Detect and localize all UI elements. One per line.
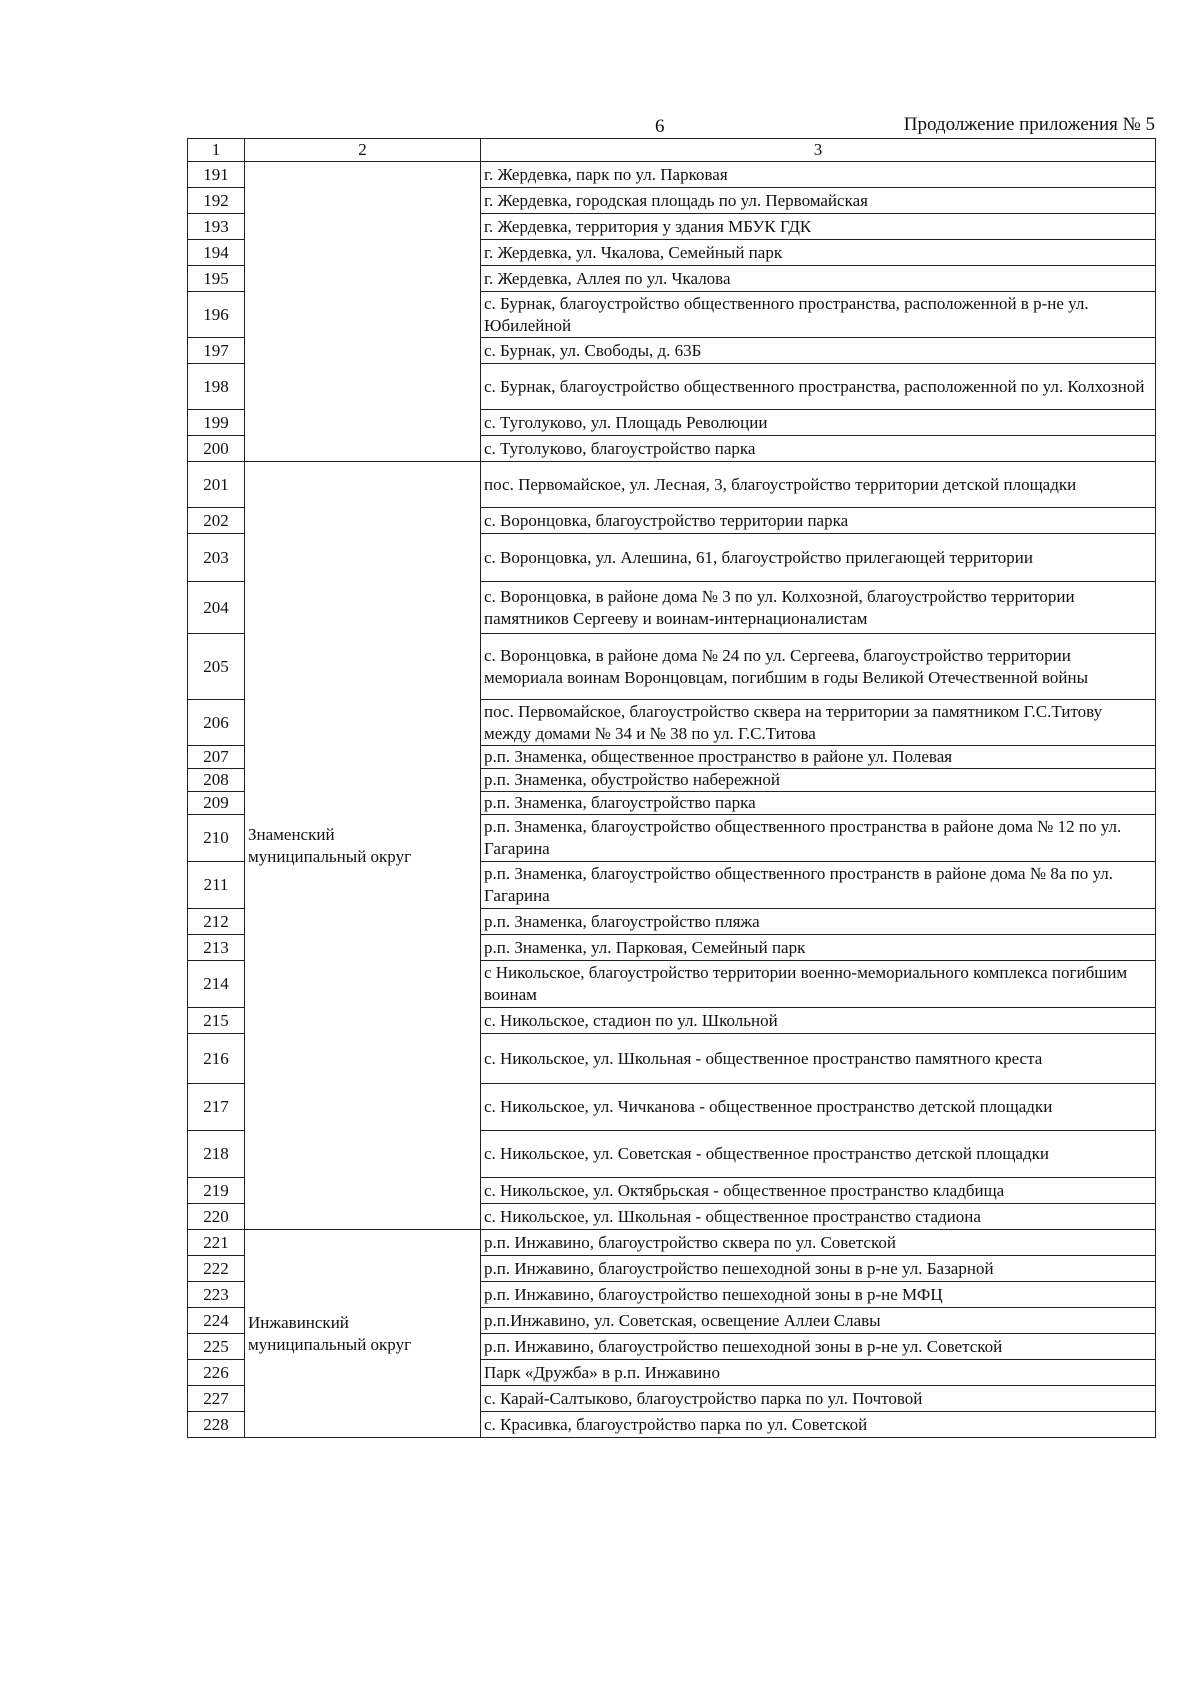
object-description: с. Воронцовка, благоустройство территории парка: [481, 508, 1156, 534]
object-description: пос. Первомайское, благоустройство сквера на территории за памятником Г.С.Титову между домами № 34 и № 38 по ул. Г.С.Титова: [481, 700, 1156, 746]
column-header-1: 1: [188, 139, 245, 162]
row-number: 203: [188, 534, 245, 582]
object-description: р.п. Знаменка, обустройство набережной: [481, 769, 1156, 792]
row-number: 193: [188, 214, 245, 240]
district-name: Инжавинский: [248, 1312, 349, 1332]
row-number: 202: [188, 508, 245, 534]
object-description: с. Воронцовка, ул. Алешина, 61, благоустройство прилегающей территории: [481, 534, 1156, 582]
object-description: г. Жердевка, городская площадь по ул. Первомайская: [481, 188, 1156, 214]
row-number: 191: [188, 162, 245, 188]
column-header-3: 3: [481, 139, 1156, 162]
object-description: с Никольское, благоустройство территории военно-мемориального комплекса погибшим воинам: [481, 961, 1156, 1008]
object-description: пос. Первомайское, ул. Лесная, 3, благоустройство территории детской площадки: [481, 462, 1156, 508]
table-header-row: [188, 139, 1156, 162]
row-number: 197: [188, 338, 245, 364]
object-description: с. Никольское, ул. Чичканова - общественное пространство детской площадки: [481, 1084, 1156, 1131]
object-description: р.п. Знаменка, общественное пространство в районе ул. Полевая: [481, 746, 1156, 769]
row-number: 211: [188, 862, 245, 909]
object-description: г. Жердевка, парк по ул. Парковая: [481, 162, 1156, 188]
row-number: 225: [188, 1334, 245, 1360]
district-cell: [245, 462, 481, 1230]
row-number: 212: [188, 909, 245, 935]
object-description: с. Бурнак, благоустройство общественного пространства, расположенной по ул. Колхозной: [481, 364, 1156, 410]
object-description: с. Бурнак, благоустройство общественного пространства, расположенной в р-не ул. Юбилейной: [481, 292, 1156, 338]
row-number: 205: [188, 634, 245, 700]
row-number: 223: [188, 1282, 245, 1308]
row-number: 224: [188, 1308, 245, 1334]
row-number: 192: [188, 188, 245, 214]
object-description: с. Никольское, ул. Школьная - общественное пространство памятного креста: [481, 1034, 1156, 1084]
object-description: Парк «Дружба» в р.п. Инжавино: [481, 1360, 1156, 1386]
row-number: 222: [188, 1256, 245, 1282]
object-description: р.п. Знаменка, благоустройство пляжа: [481, 909, 1156, 935]
object-description: р.п. Инжавино, благоустройство сквера по ул. Советской: [481, 1230, 1156, 1256]
row-number: 194: [188, 240, 245, 266]
object-description: г. Жердевка, территория у здания МБУК ГДК: [481, 214, 1156, 240]
row-number: 210: [188, 815, 245, 862]
row-number: 219: [188, 1178, 245, 1204]
row-number: 207: [188, 746, 245, 769]
object-description: с. Туголуково, благоустройство парка: [481, 436, 1156, 462]
page-number: 6: [655, 116, 665, 137]
row-number: 220: [188, 1204, 245, 1230]
row-number: 195: [188, 266, 245, 292]
object-description: р.п. Знаменка, ул. Парковая, Семейный парк: [481, 935, 1156, 961]
district-cell: [245, 1230, 481, 1438]
object-description: с. Карай-Салтыково, благоустройство парка по ул. Почтовой: [481, 1386, 1156, 1412]
object-description: с. Красивка, благоустройство парка по ул. Советской: [481, 1412, 1156, 1438]
object-description: г. Жердевка, Аллея по ул. Чкалова: [481, 266, 1156, 292]
row-number: 226: [188, 1360, 245, 1386]
row-number: 217: [188, 1084, 245, 1131]
object-description: р.п.Инжавино, ул. Советская, освещение Аллеи Славы: [481, 1308, 1156, 1334]
object-description: с. Никольское, ул. Школьная - общественное пространство стадиона: [481, 1204, 1156, 1230]
row-number: 204: [188, 582, 245, 634]
object-description: р.п. Инжавино, благоустройство пешеходной зоны в р-не МФЦ: [481, 1282, 1156, 1308]
appendix-continuation-note: Продолжение приложения № 5: [903, 114, 1155, 135]
object-description: с. Никольское, стадион по ул. Школьной: [481, 1008, 1156, 1034]
object-description: г. Жердевка, ул. Чкалова, Семейный парк: [481, 240, 1156, 266]
row-number: 201: [188, 462, 245, 508]
object-description: с. Воронцовка, в районе дома № 3 по ул. Колхозной, благоустройство территории памятников Сергееву и воинам-интернационалистам: [481, 582, 1156, 634]
object-description: р.п. Знаменка, благоустройство общественного пространств в районе дома № 8а по ул. Гагарина: [481, 862, 1156, 909]
row-number: 199: [188, 410, 245, 436]
row-number: 208: [188, 769, 245, 792]
object-description: с. Никольское, ул. Советская - общественное пространство детской площадки: [481, 1131, 1156, 1178]
row-number: 213: [188, 935, 245, 961]
object-description: с. Бурнак, ул. Свободы, д. 63Б: [481, 338, 1156, 364]
table-row: [188, 162, 1156, 188]
row-number: 215: [188, 1008, 245, 1034]
row-number: 200: [188, 436, 245, 462]
row-number: 218: [188, 1131, 245, 1178]
row-number: 221: [188, 1230, 245, 1256]
object-description: р.п. Знаменка, благоустройство общественного пространства в районе дома № 12 по ул. Гагарина: [481, 815, 1156, 862]
object-description: р.п. Знаменка, благоустройство парка: [481, 792, 1156, 815]
objects-table: [187, 138, 1156, 1438]
object-description: с. Туголуково, ул. Площадь Революции: [481, 410, 1156, 436]
row-number: 196: [188, 292, 245, 338]
row-number: 227: [188, 1386, 245, 1412]
object-description: с. Никольское, ул. Октябрьская - общественное пространство кладбища: [481, 1178, 1156, 1204]
row-number: 216: [188, 1034, 245, 1084]
row-number: 198: [188, 364, 245, 410]
row-number: 228: [188, 1412, 245, 1438]
column-header-2: 2: [245, 139, 481, 162]
object-description: р.п. Инжавино, благоустройство пешеходной зоны в р-не ул. Базарной: [481, 1256, 1156, 1282]
object-description: р.п. Инжавино, благоустройство пешеходной зоны в р-не ул. Советской: [481, 1334, 1156, 1360]
row-number: 214: [188, 961, 245, 1008]
district-name: Знаменский: [248, 824, 335, 844]
row-number: 209: [188, 792, 245, 815]
table-body: [188, 162, 1156, 1438]
district-type: муниципальный округ: [248, 846, 412, 866]
row-number: 206: [188, 700, 245, 746]
table-row: [188, 462, 1156, 508]
table-row: [188, 1230, 1156, 1256]
object-description: с. Воронцовка, в районе дома № 24 по ул. Сергеева, благоустройство территории мемориала воинам Воронцовцам, погибшим в годы Великой Отечественной войны: [481, 634, 1156, 700]
district-type: муниципальный округ: [248, 1334, 412, 1354]
district-cell: [245, 162, 481, 462]
